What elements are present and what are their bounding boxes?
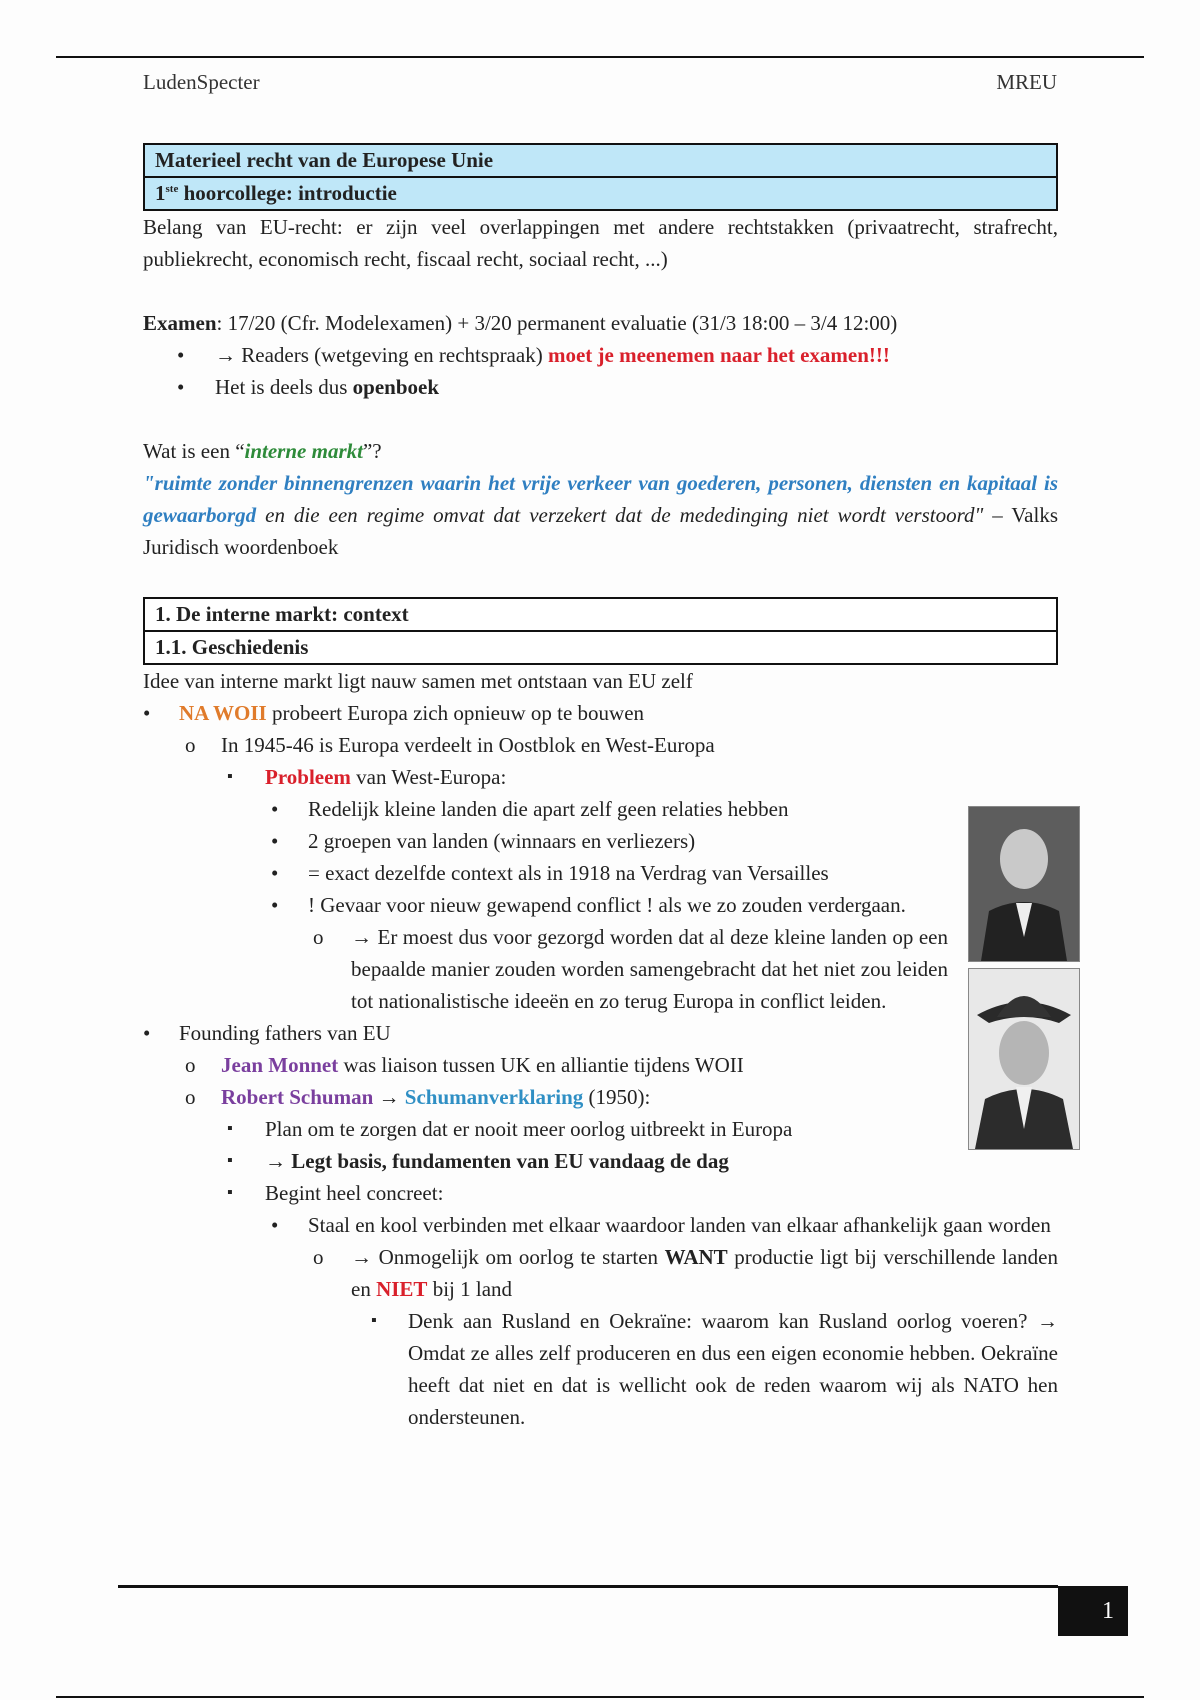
history-intro: Idee van interne markt ligt nauw samen met ontstaan van EU zelf — [143, 669, 693, 693]
list-item: ▪ Begint heel concreet: — [143, 1177, 1058, 1209]
portrait-illustration — [969, 807, 1079, 961]
list-item: o → Er moest dus voor gezorgd worden dat al deze kleine landen op een bepaalde manier zouden worden samengebracht dat het niet zou leiden tot nationalistische ideeën en zo terug Europa in conflict leiden. — [143, 921, 948, 1017]
list-item: • Staal en kool verbinden met elkaar waardoor landen van elkaar afhankelijk gaan worden — [143, 1209, 1058, 1241]
course-title: Materieel recht van de Europese Unie — [145, 145, 1056, 176]
exam-line: Examen: 17/20 (Cfr. Modelexamen) + 3/20 permanent evaluatie (31/3 18:00 – 3/4 12:00) — [143, 311, 898, 335]
section-heading: 1. De interne markt: context — [145, 599, 1056, 630]
list-item: ▪ Probleem van West-Europa: — [143, 761, 1058, 793]
bottom-rule — [56, 1696, 1144, 1698]
portrait-photo — [968, 806, 1080, 962]
top-rule — [56, 56, 1144, 58]
list-item: o → Onmogelijk om oorlog te starten WANT productie ligt bij verschillende landen en NIET bij 1 land — [143, 1241, 1058, 1305]
list-item: o Jean Monnet was liaison tussen UK en alliantie tijdens WOII — [143, 1049, 1058, 1081]
list-item: ▪ Plan om te zorgen dat er nooit meer oorlog uitbreekt in Europa — [143, 1113, 1058, 1145]
header-course: MREU — [996, 70, 1057, 94]
list-item: ▪ → Legt basis, fundamenten van EU vandaag de dag — [143, 1145, 1058, 1177]
list-item: • 2 groepen van landen (winnaars en verliezers) — [143, 825, 948, 857]
list-item: • Het is deels dus openboek — [143, 371, 1058, 403]
market-question: Wat is een “interne markt”? — [143, 439, 382, 463]
list-item: • ! Gevaar voor nieuw gewapend conflict ! als we zo zouden verdergaan. — [143, 889, 948, 921]
list-item: • NA WOII probeert Europa zich opnieuw op te bouwen — [143, 697, 1058, 729]
list-item: o In 1945-46 is Europa verdeelt in Oostblok en West-Europa — [143, 729, 1058, 761]
footer-rule — [118, 1585, 1058, 1588]
exam-list — [143, 339, 1058, 403]
page-content — [143, 143, 1058, 1433]
history-list — [143, 697, 1058, 1433]
list-item: • Founding fathers van EU — [143, 1017, 1058, 1049]
course-title-box — [143, 143, 1058, 211]
list-item: ▪ Denk aan Rusland en Oekraïne: waarom kan Rusland oorlog voeren? → Omdat ze alles zelf produceren en dus een eigen economie hebben. Oekraïne heeft dat niet en dat is wellicht ook de reden waarom wij als NATO hen ondersteunen. — [143, 1305, 1058, 1433]
page-header — [143, 70, 1057, 100]
portrait-photo — [968, 968, 1080, 1150]
list-item: • Redelijk kleine landen die apart zelf geen relaties hebben — [143, 793, 948, 825]
subsection-heading: 1.1. Geschiedenis — [145, 630, 1056, 663]
list-item: • → Readers (wetgeving en rechtspraak) moet je meenemen naar het examen!!! — [143, 339, 1058, 371]
lecture-title: 1ste hoorcollege: introductie — [145, 176, 1056, 209]
intro-paragraph: Belang van EU-recht: er zijn veel overlappingen met andere rechtstakken (privaatrecht, strafrecht, publiekrecht, economisch recht, fiscaal recht, sociaal recht, ...) — [143, 215, 1058, 271]
page-number: 1 — [1058, 1586, 1128, 1636]
list-item: • = exact dezelfde context als in 1918 na Verdrag van Versailles — [143, 857, 948, 889]
market-definition: "ruimte zonder binnengrenzen waarin het vrije verkeer van goederen, personen, diensten en kapitaal is gewaarborgd en die een regime omvat dat verzekert dat de mededinging niet wordt verstoord" – Valks Juridisch woordenboek — [143, 471, 1058, 559]
section-title-box — [143, 597, 1058, 665]
list-item: o Robert Schuman → Schumanverklaring (1950): — [143, 1081, 1058, 1113]
header-author: LudenSpecter — [143, 70, 260, 94]
portrait-illustration — [969, 969, 1079, 1149]
